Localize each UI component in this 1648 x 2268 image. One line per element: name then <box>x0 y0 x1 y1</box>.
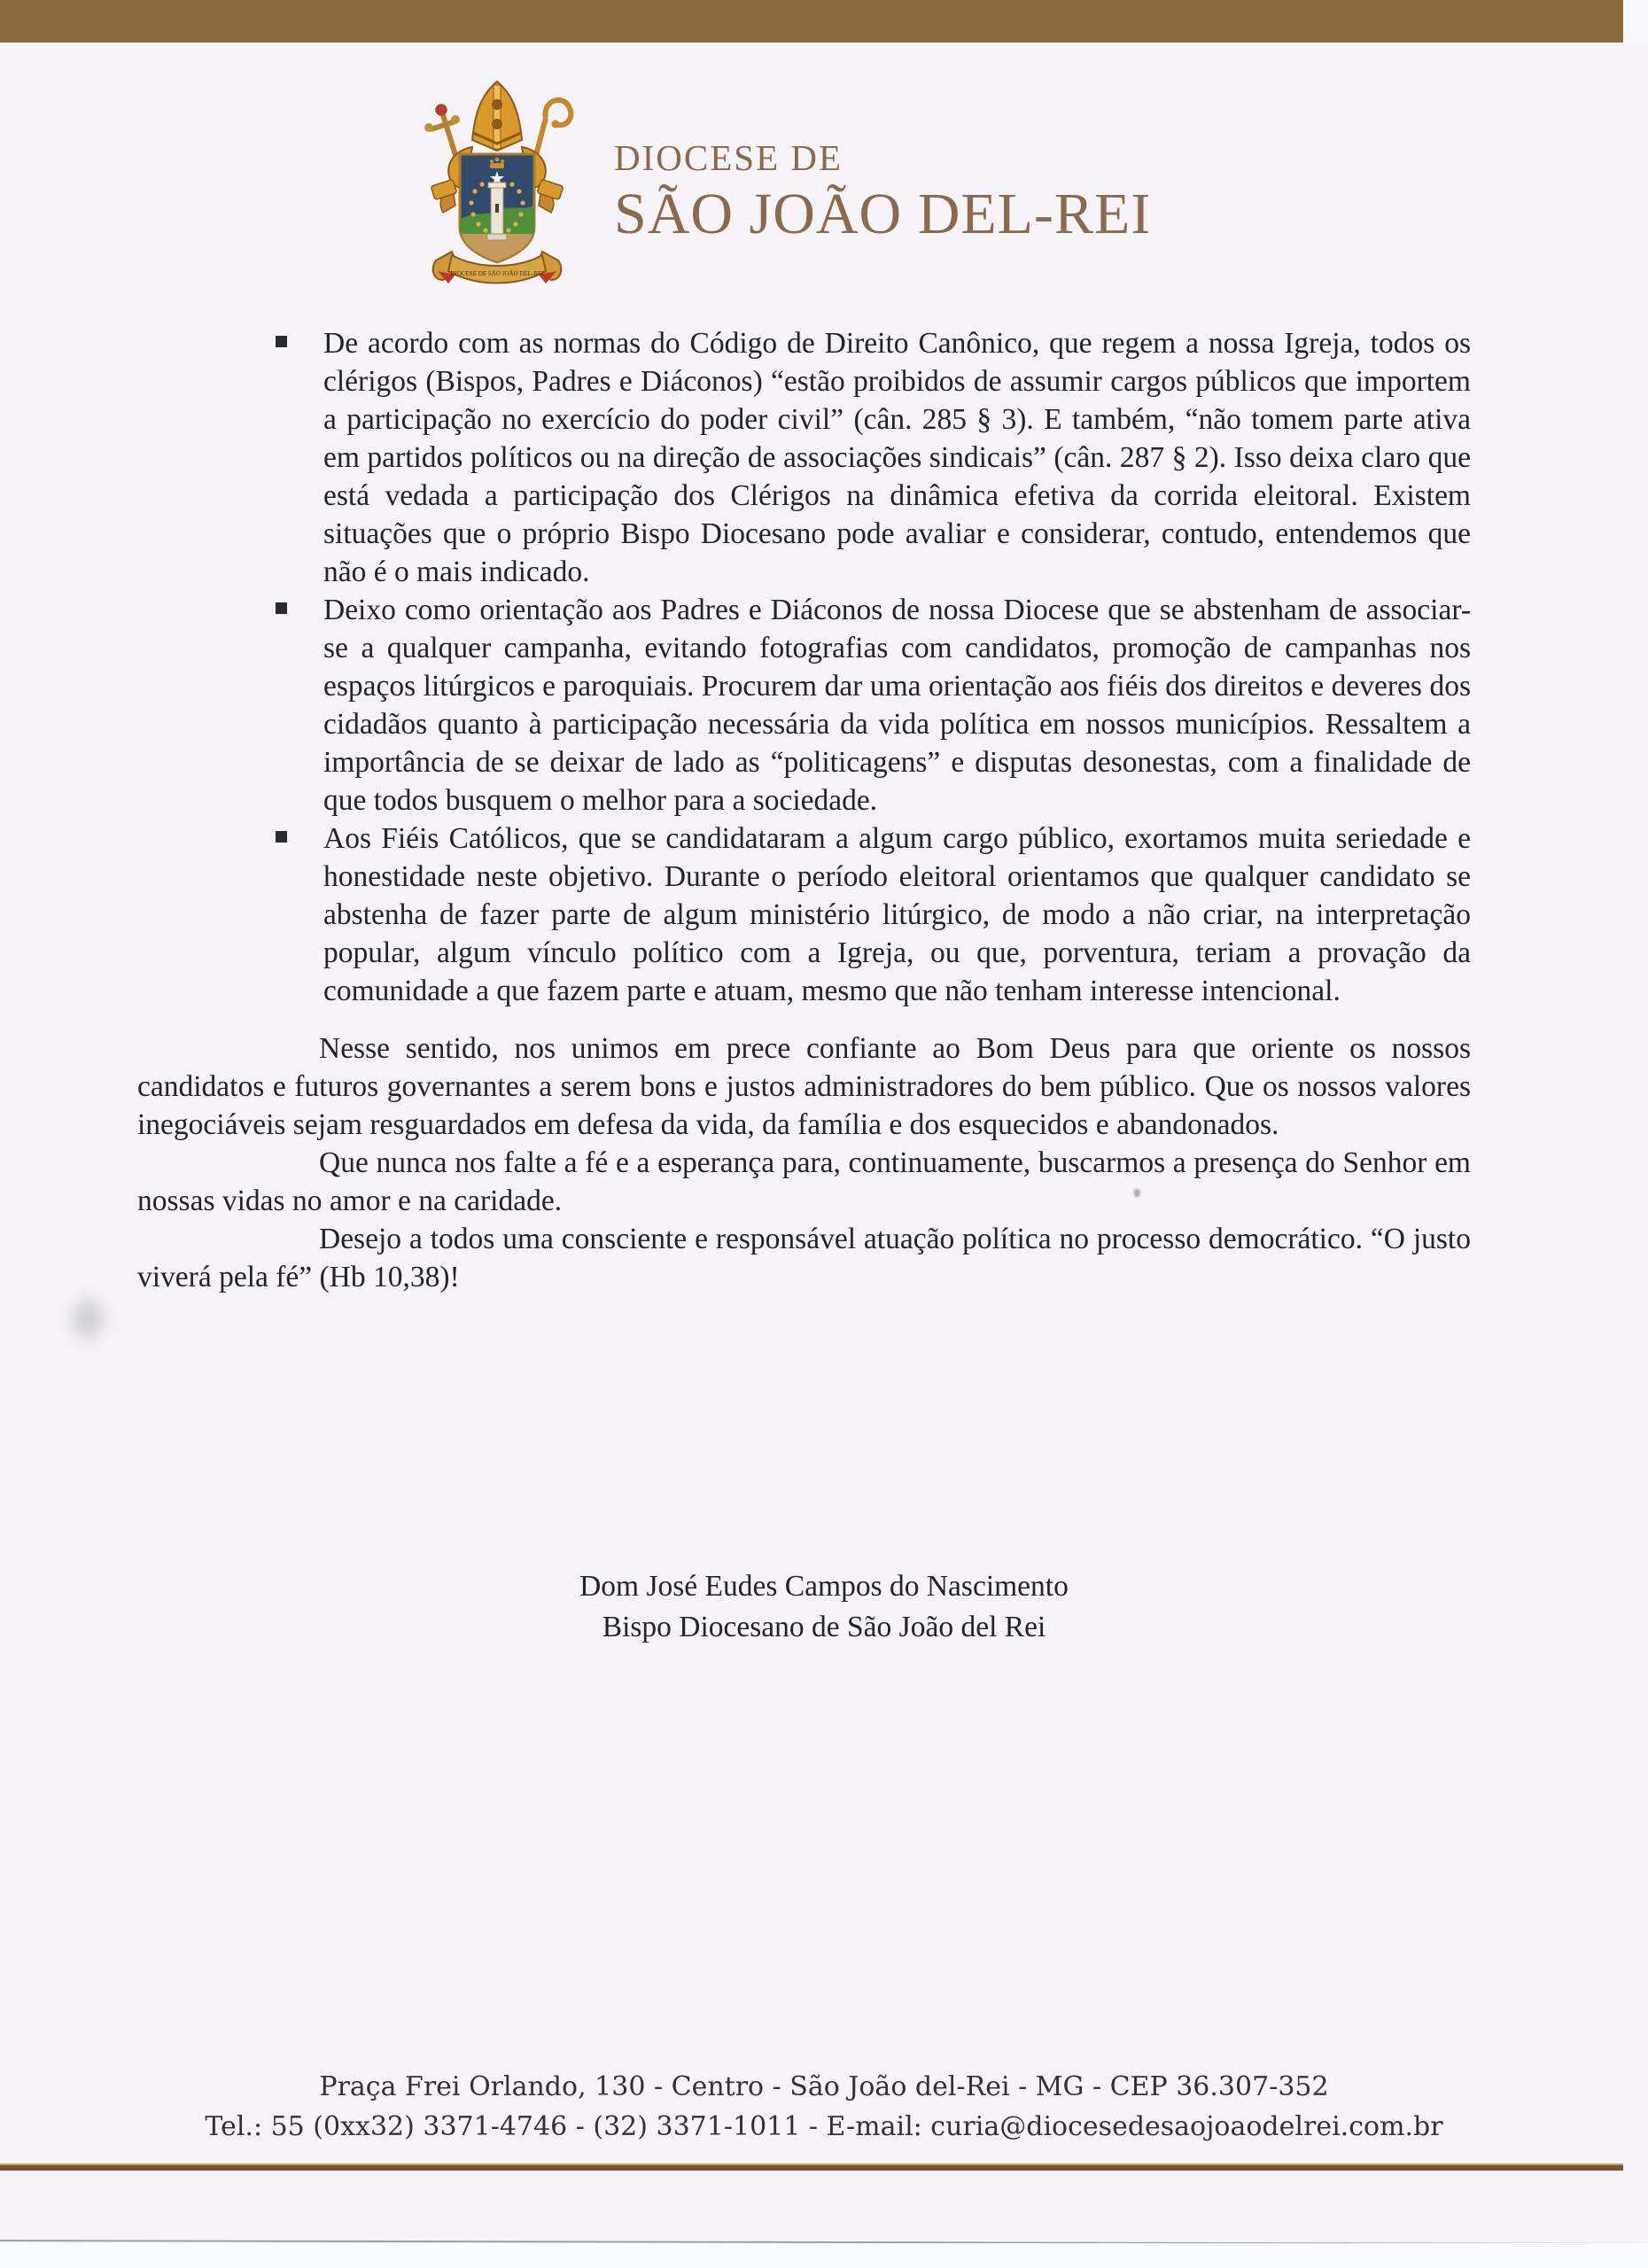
bullet-square-icon <box>276 831 287 843</box>
signatory-role: Bispo Diocesano de São João del Rei <box>602 1611 1046 1643</box>
paragraph-3: Desejo a todos uma consciente e responsável atuação política no processo democrático. “O justo viverá pela fé” (Hb 10,38)! <box>137 1223 1471 1293</box>
bullet-text-2: Deixo como orientação aos Padres e Diáconos de nossa Diocese que se abstenham de associar-se a qualquer campanha, evitando fotografias com candidatos, promoção de campanhas nos espaços litúrgicos e paroquiais. Procurem dar uma orientação aos fiéis dos direitos e deveres dos cidadãos quanto à participação necessária da vida política em nossos municípios. Ressaltem a importância de se deixar de lado as “politicagens” e disputas desonestas, com a finalidade de que todos busquem o melhor para a sociedade. <box>323 594 1471 817</box>
footer-address: Praça Frei Orlando, 130 - Centro - São João del-Rei - MG - CEP 36.307-352 <box>319 2071 1329 2102</box>
bullet-square-icon <box>276 602 287 614</box>
shield <box>460 154 534 262</box>
scan-page-edge-top-right <box>1623 0 1648 43</box>
bullet-text-3: Aos Fiéis Católicos, que se candidataram a algum cargo público, exortamos muita seriedade e honestidade neste objetivo. Durante o período eleitoral orientamos que qualquer candidato se abstenha de fazer parte de algum ministério litúrgico, de modo a não criar, na interpretação popular, algum vínculo político com a Igreja, ou que, porventura, teriam a provação da comunidade a que fazem parte e atuam, mesmo que não tenham interesse intencional. <box>323 822 1471 1007</box>
org-name-line2: SÃO JOÃO DEL-REI <box>614 182 1152 246</box>
scanner-background <box>0 2243 1648 2268</box>
paragraph-1: Nesse sentido, nos unimos em prece confiante ao Bom Deus para que oriente os nossos candidatos e futuros governantes a serem bons e justos administradores do bem público. Que os nossos valores inegociáveis sejam resguardados em defesa da vida, da família e dos esquecidos e abandonados. <box>137 1032 1471 1141</box>
signatory-name: Dom José Eudes Campos do Nascimento <box>579 1570 1069 1603</box>
top-brown-bar <box>0 0 1623 43</box>
letter-body <box>137 324 1471 1296</box>
org-name-line1: DIOCESE DE <box>614 137 843 178</box>
bullet-item-1 <box>137 324 1471 591</box>
scan-smudge-artifact <box>73 1299 103 1340</box>
signature-block <box>0 1566 1648 1648</box>
mitre-icon <box>472 82 522 151</box>
bullet-text-1: De acordo com as normas do Código de Direito Canônico, que regem a nossa Igreja, todos os clérigos (Bispos, Padres e Diáconos) “estão proibidos de assumir cargos públicos que importem a participação no exercício do poder civil” (cân. 285 § 3). E também, “não tomem parte ativa em partidos políticos ou na direção de associações sindicais” (cân. 287 § 2). Isso deixa claro que está vedada a participação dos Clérigos na dinâmica efetiva da corrida eleitoral. Existem situações que o próprio Bispo Diocesano pode avaliar e considerar, contudo, entendemos que não é o mais indicado. <box>323 327 1471 588</box>
paragraph-2: Que nunca nos falte a fé e a esperança para, continuamente, buscarmos a presença do Senhor em nossas vidas no amor e na caridade. <box>137 1146 1471 1217</box>
footer-contact: Tel.: 55 (0xx32) 3371-4746 - (32) 3371-1011 - E-mail: curia@diocesedesaojoaodelrei.com.br <box>205 2111 1443 2142</box>
letterhead-title <box>614 137 1152 246</box>
bullet-item-2 <box>137 591 1471 819</box>
bullet-square-icon <box>276 336 287 347</box>
bullet-list <box>137 324 1471 1010</box>
footer-brown-rule <box>0 2163 1623 2171</box>
scan-speck-artifact <box>1134 1189 1140 1197</box>
diocese-coat-of-arms <box>397 78 597 299</box>
bullet-item-3 <box>137 819 1471 1010</box>
banner-text: DIOCESE DE SÃO JOÃO DEL-REI <box>450 270 544 277</box>
